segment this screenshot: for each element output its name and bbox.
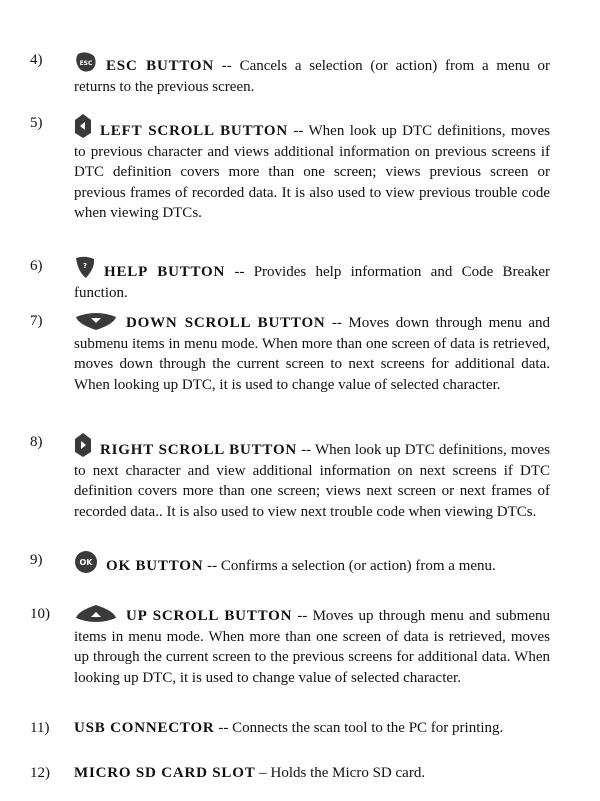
list-item-down-scroll — [30, 311, 550, 395]
item-description: Holds the Micro SD card. — [270, 765, 426, 781]
down-arrow-key-icon — [74, 311, 118, 331]
item-number: 7) — [30, 313, 43, 329]
item-number: 6) — [30, 258, 43, 274]
item-title: ESC BUTTON — [106, 58, 215, 74]
item-number: 12) — [30, 765, 50, 781]
list-item-esc — [30, 50, 550, 97]
item-separator: -- — [292, 608, 313, 624]
item-title: HELP BUTTON — [104, 264, 226, 280]
list-item-micro-sd-slot — [30, 763, 550, 784]
esc-key-icon — [74, 50, 98, 74]
item-title: OK BUTTON — [106, 558, 204, 574]
item-number: 10) — [30, 606, 50, 622]
help-key-icon — [74, 256, 96, 280]
item-number: 5) — [30, 115, 43, 131]
item-separator: -- — [225, 264, 254, 280]
item-description: Connects the scan tool to the PC for printing. — [232, 720, 504, 736]
item-title: LEFT SCROLL BUTTON — [100, 123, 289, 139]
item-description: Confirms a selection (or action) from a menu. — [220, 558, 496, 574]
svg-text:?: ? — [82, 262, 88, 270]
item-title: UP SCROLL BUTTON — [126, 608, 293, 624]
item-separator: -- — [325, 315, 349, 331]
list-item-left-scroll — [30, 113, 550, 224]
item-description: Moves down through menu and submenu items in menu mode. When more than one screen of data is retrieved, moves down through the current screen to next screens for additional data. When looking up DTC, it is used to change value of selected character. — [74, 315, 550, 393]
item-number: 9) — [30, 552, 43, 568]
item-number: 4) — [30, 52, 43, 68]
list-item-right-scroll — [30, 432, 550, 522]
svg-text:ESC: ESC — [79, 60, 93, 67]
list-item-ok — [30, 550, 550, 577]
item-description: Provides help information and Code Breaker function. — [74, 264, 551, 301]
item-separator: -- — [203, 558, 221, 574]
item-title: USB CONNECTOR — [74, 720, 215, 736]
item-separator: -- — [214, 720, 233, 736]
item-separator: -- — [288, 123, 309, 139]
up-arrow-key-icon — [74, 604, 118, 624]
item-description: When look up DTC definitions, moves to previous character and views additional information on previous screens if DTC definition covers more than one screen; views previous screen or previous frames of recorded data. It is also used to view previous trouble code when viewing DTCs. — [74, 123, 550, 221]
list-item-up-scroll — [30, 604, 550, 688]
item-description: When look up DTC definitions, moves to next character and view additional information on next screens if DTC definition covers more than one screen; views next screen or next frames of recorded data.. It is also used to view next trouble code when viewing DTCs. — [74, 442, 550, 520]
item-description: Moves up through menu and submenu items in menu mode. When more than one screen of data is retrieved, moves up through the current screen to the previous screens for additional data. When looking up DTC, it is used to change value of selected character. — [74, 608, 551, 686]
item-number: 11) — [30, 720, 50, 736]
item-description: Cancels a selection (or action) from a menu or returns to the previous screen. — [74, 58, 550, 95]
item-separator: -- — [214, 58, 240, 74]
item-separator: -- — [297, 442, 315, 458]
item-title: RIGHT SCROLL BUTTON — [100, 442, 298, 458]
svg-text:OK: OK — [79, 558, 93, 567]
list-item-help — [30, 256, 550, 303]
left-arrow-key-icon — [74, 113, 92, 139]
ok-key-icon — [74, 550, 98, 574]
item-separator: – — [255, 765, 271, 781]
item-title: DOWN SCROLL BUTTON — [126, 315, 326, 331]
list-item-usb-connector — [30, 718, 550, 739]
item-title: MICRO SD CARD SLOT — [74, 765, 256, 781]
item-number: 8) — [30, 434, 43, 450]
right-arrow-key-icon — [74, 432, 92, 458]
